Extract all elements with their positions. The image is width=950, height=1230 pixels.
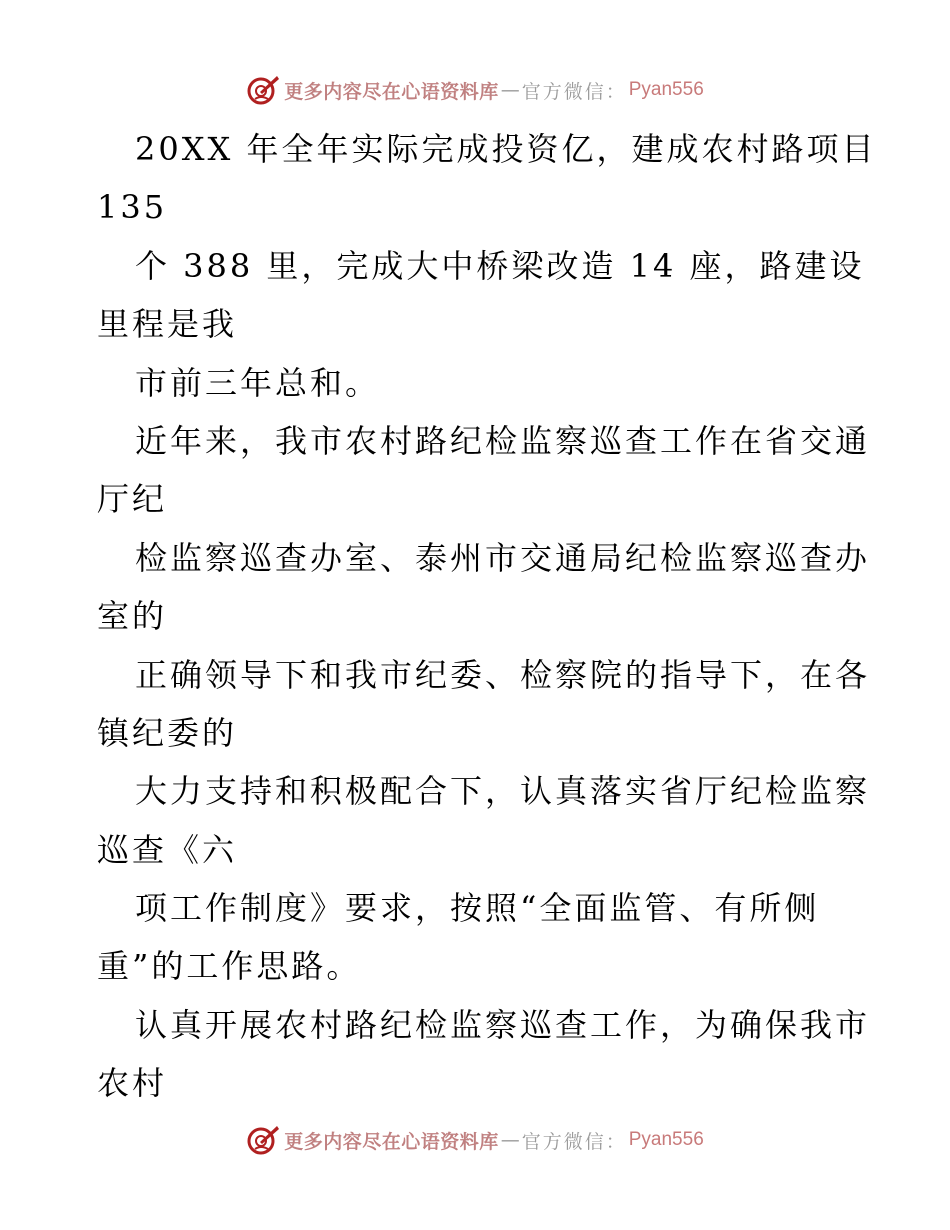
banner-wechat-handle: Pyan556 — [628, 79, 704, 100]
body-line: 20XX 年全年实际完成投资亿，建成农村路项目 — [135, 130, 877, 168]
body-line: 镇纪委的 — [97, 713, 238, 752]
body-line: 认真开展农村路纪检监察巡查工作，为确保我市 — [135, 1005, 871, 1044]
banner-dash: — — [500, 79, 520, 101]
banner-brand-text: 更多内容尽在心语资料库 — [284, 1130, 499, 1153]
body-line: 巡查《六 — [97, 830, 238, 869]
document-body — [97, 120, 877, 1113]
body-line: 135 — [97, 188, 168, 227]
body-line: 近年来，我市农村路纪检监察巡查工作在省交通 — [135, 421, 871, 460]
body-line: 室的 — [97, 597, 168, 636]
logo-icon — [246, 73, 280, 107]
header-banner — [0, 70, 950, 110]
body-line: 检监察巡查办室、泰州市交通局纪检监察巡查办 — [135, 538, 871, 577]
body-line: 项工作制度》要求，按照“全面监管、有所侧 — [135, 889, 820, 928]
body-line: 大力支持和积极配合下，认真落实省厅纪检监察 — [135, 772, 871, 811]
body-line: 里程是我 — [97, 305, 238, 344]
body-line: 厅纪 — [97, 480, 168, 519]
logo-icon — [246, 1123, 280, 1157]
banner-wechat-handle: Pyan556 — [628, 1129, 704, 1150]
banner-official-label: 官方微信： — [521, 80, 627, 103]
body-line: 农村 — [97, 1064, 168, 1103]
body-line: 重”的工作思路。 — [97, 947, 362, 986]
footer-banner — [0, 1120, 950, 1160]
banner-brand-text: 更多内容尽在心语资料库 — [284, 80, 499, 103]
banner-dash: — — [500, 1129, 520, 1151]
body-line: 个 388 里，完成大中桥梁改造 14 座，路建设 — [135, 246, 865, 285]
body-line: 正确领导下和我市纪委、检察院的指导下，在各 — [135, 655, 871, 694]
banner-official-label: 官方微信： — [521, 1130, 627, 1153]
body-line: 市前三年总和。 — [135, 363, 381, 402]
